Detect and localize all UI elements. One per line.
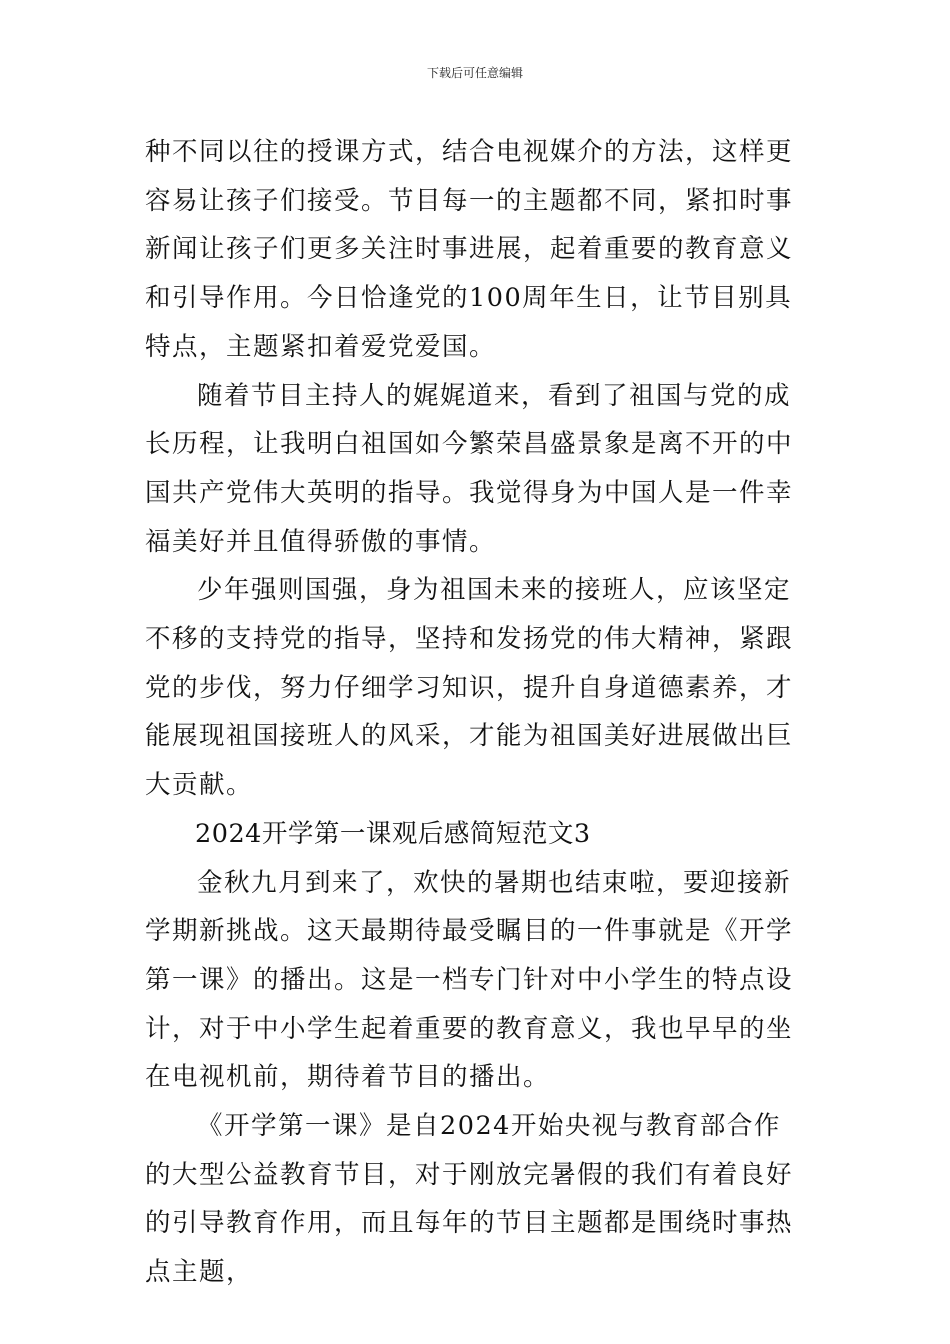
paragraph: 少年强则国强，身为祖国未来的接班人，应该坚定不移的支持党的指导，坚持和发扬党的伟大精神，紧跟党的步伐，努力仔细学习知识，提升自身道德素养，才能展现祖国接班人的风采，才能为祖国美好进展做出巨大贡献。	[145, 575, 794, 801]
paragraph: 随着节目主持人的娓娓道来，看到了祖国与党的成长历程，让我明白祖国如今繁荣昌盛景象是离不开的中国共产党伟大英明的指导。我觉得身为中国人是一件幸福美好并且值得骄傲的事情。	[145, 380, 794, 557]
paragraph-continued: 种不同以往的授课方式，结合电视媒介的方法，这样更容易让孩子们接受。节目每一的主题都不同，紧扣时事新闻让孩子们更多关注时事进展，起着重要的教育意义和引导作用。今日恰逢党的100周年生日，让节目别具特点，主题紧扣着爱党爱国。	[145, 137, 794, 362]
paragraph: 金秋九月到来了，欢快的暑期也结束啦，要迎接新学期新挑战。这天最期待最受瞩目的一件事就是《开学第一课》的播出。这是一档专门针对中小学生的特点设计，对于中小学生起着重要的教育意义，我也早早的坐在电视机前，期待着节目的播出。	[145, 867, 794, 1093]
document-body	[145, 128, 807, 1297]
page-header: 下载后可任意编辑	[426, 66, 523, 80]
section-heading: 2024开学第一课观后感简短范文3	[195, 818, 591, 849]
paragraph: 《开学第一课》是自2024开始央视与教育部合作的大型公益教育节目，对于刚放完暑假的我们有着良好的引导教育作用，而且每年的节目主题都是围绕时事热点主题，	[145, 1111, 794, 1288]
